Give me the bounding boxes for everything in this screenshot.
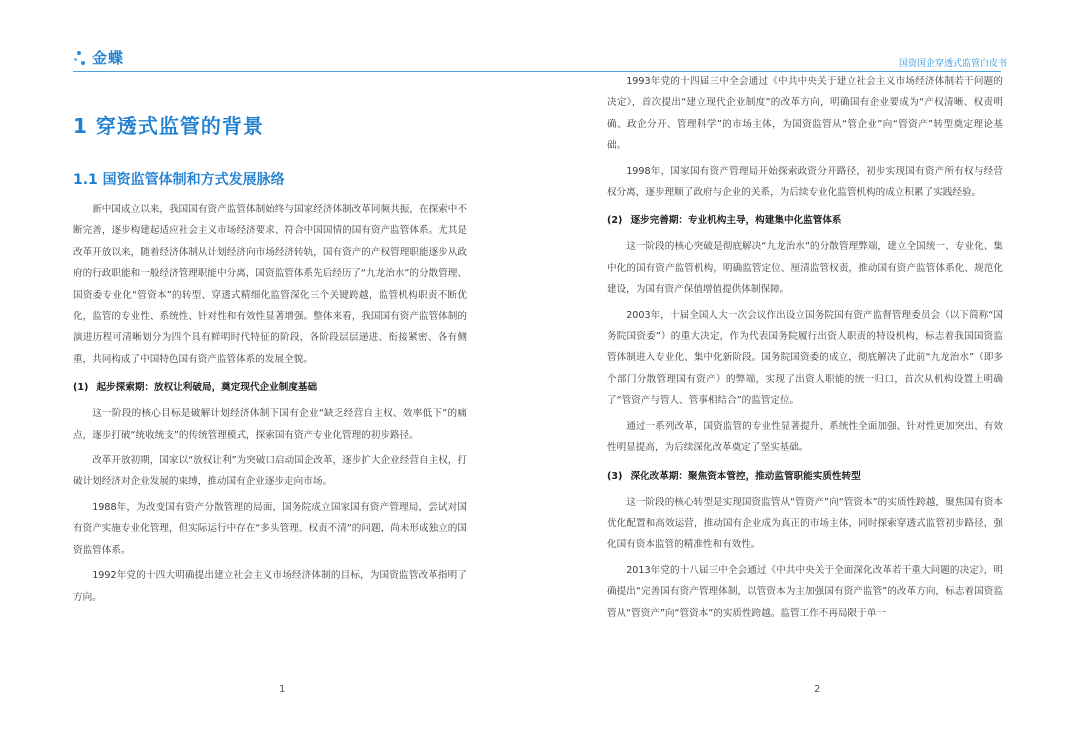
paragraph: 这一阶段的核心转型是实现国资监管从“管资产”向“管资本”的实质性跨越，聚焦国有资本优化配置和高效运营，推动国有企业成为真正的市场主体，同时探索穿透式监管初步路径，强化国有资本监管的精准性和有效性。 [607, 496, 1003, 551]
paragraph: 这一阶段的核心目标是破解计划经济体制下国有企业“缺乏经营自主权、效率低下”的痛点，逐步打破“统收统支”的传统管理模式，探索国有资产专业化管理的初步路径。 [73, 408, 467, 441]
brand-logo [73, 47, 124, 68]
running-title: 国资国企穿透式监管白皮书 [898, 59, 1007, 69]
page-2-content [607, 72, 1003, 628]
paragraph: 通过一系列改革，国资监管的专业性显著提升、系统性全面加强、针对性更加突出、有效性明显提高，为后续深化改革奠定了坚实基础。 [607, 420, 1003, 454]
stage-2-number: (2) [607, 215, 623, 227]
chapter-title: 1 穿透式监管的背景 [73, 114, 264, 138]
paragraph: 1993年党的十四届三中全会通过《中共中央关于建立社会主义市场经济体制若干问题的决定》，首次提出“建立现代企业制度”的改革方向，明确国有企业要成为“产权清晰、权责明确、政企分开、管理科学”的市场主体，为国资监管从“管企业”向“管资产”转型奠定理论基础。 [607, 76, 1003, 152]
stage-1-title: 起步探索期：放权让利破局，奠定现代企业制度基础 [96, 382, 318, 394]
page-number: 2 [814, 684, 821, 695]
section-title: 1.1 国资监管体制和方式发展脉络 [73, 172, 285, 188]
stage-3-number: (3) [607, 470, 623, 482]
paragraph: 改革开放初期，国家以“放权让利”为突破口启动国企改革，逐步扩大企业经营自主权，打破计划经济对企业发展的束缚，推动国有企业逐步走向市场。 [73, 455, 467, 488]
stage-3-heading [607, 467, 1003, 487]
paragraph: 1988年，为改变国有资产分散管理的局面，国务院成立国家国有资产管理局，尝试对国有资产实施专业化管理，但实际运行中存在“多头管理、权责不清”的问题，尚未形成独立的国资监管体系。 [73, 501, 467, 556]
paragraph: 2013年党的十八届三中全会通过《中共中央关于全面深化改革若干重大问题的决定》，明确提出“完善国有资产管理体制，以管资本为主加强国有资产监管”的改革方向，标志着国资监管从“管资产”向“管资本”的实质性跨越。监管工作不再局限于单一 [607, 564, 1003, 619]
stage-2-heading [607, 211, 1003, 231]
butterfly-logo-icon [73, 49, 91, 67]
intro-paragraph: 新中国成立以来，我国国有资产监管体制始终与国家经济体制改革同频共振，在探索中不断完善，逐步构建起适应社会主义市场经济要求、符合中国国情的国有资产监管体系。尤其是改革开放以来，随着经济体制从计划经济向市场经济转轨，国有资产的产权管理职能逐步从政府的行政职能和一般经济管理职能中分离，国资监管体系先后经历了“九龙治水”的分散管理、国资委专业化“管资本”的转型、穿透式精细化监管深化三个关键跨越，监管机构职责不断优化，监管的专业性、系统性、针对性和有效性显著增强。整体来看，我国国有资产监管体制的演进历程可清晰划分为四个具有鲜明时代特征的阶段，各阶段层层递进、衔接紧密、各有侧重，共同构成了中国特色国有资产监管体系的发展全貌。 [73, 204, 467, 365]
stage-2-title: 逐步完善期：专业机构主导，构建集中化监管体系 [630, 215, 842, 227]
paragraph: 这一阶段的核心突破是彻底解决“九龙治水”的分散管理弊端，建立全国统一、专业化、集中化的国有资产监管机构，明确监管定位、厘清监管权责，推动国有资产监管体系化、规范化建设，为国有资产保值增值提供体制保障。 [607, 241, 1003, 296]
paragraph: 2003年，十届全国人大一次会议作出设立国务院国有资产监督管理委员会（以下简称“国务院国资委”）的重大决定，作为代表国务院履行出资人职责的特设机构，标志着我国国资监管体制进入专业化、集中化新阶段。国务院国资委的成立，彻底解决了此前“九龙治水”（即多个部门分散管理国有资产）的弊端，实现了出资人职能的统一归口，首次从机构设置上明确了“管资产与管人、管事相结合”的监管定位。 [607, 309, 1003, 407]
paragraph: 1992年党的十四大明确提出建立社会主义市场经济体制的目标，为国资监管改革指明了方向。 [73, 570, 467, 603]
stage-1-number: (1) [73, 382, 89, 394]
logo-text: 金蝶 [92, 49, 125, 67]
stage-3-title: 深化改革期：聚焦资本管控，推动监管职能实质性转型 [630, 470, 861, 482]
paragraph: 1998年，国家国有资产管理局开始探索政资分开路径，初步实现国有资产所有权与经营权分离，逐步理顺了政府与企业的关系，为后续专业化监管机构的成立积累了实践经验。 [607, 165, 1003, 199]
page-number: 1 [279, 684, 286, 695]
stage-1-heading [73, 378, 467, 398]
page-2 [536, 0, 1071, 756]
page-1-content [73, 72, 467, 612]
